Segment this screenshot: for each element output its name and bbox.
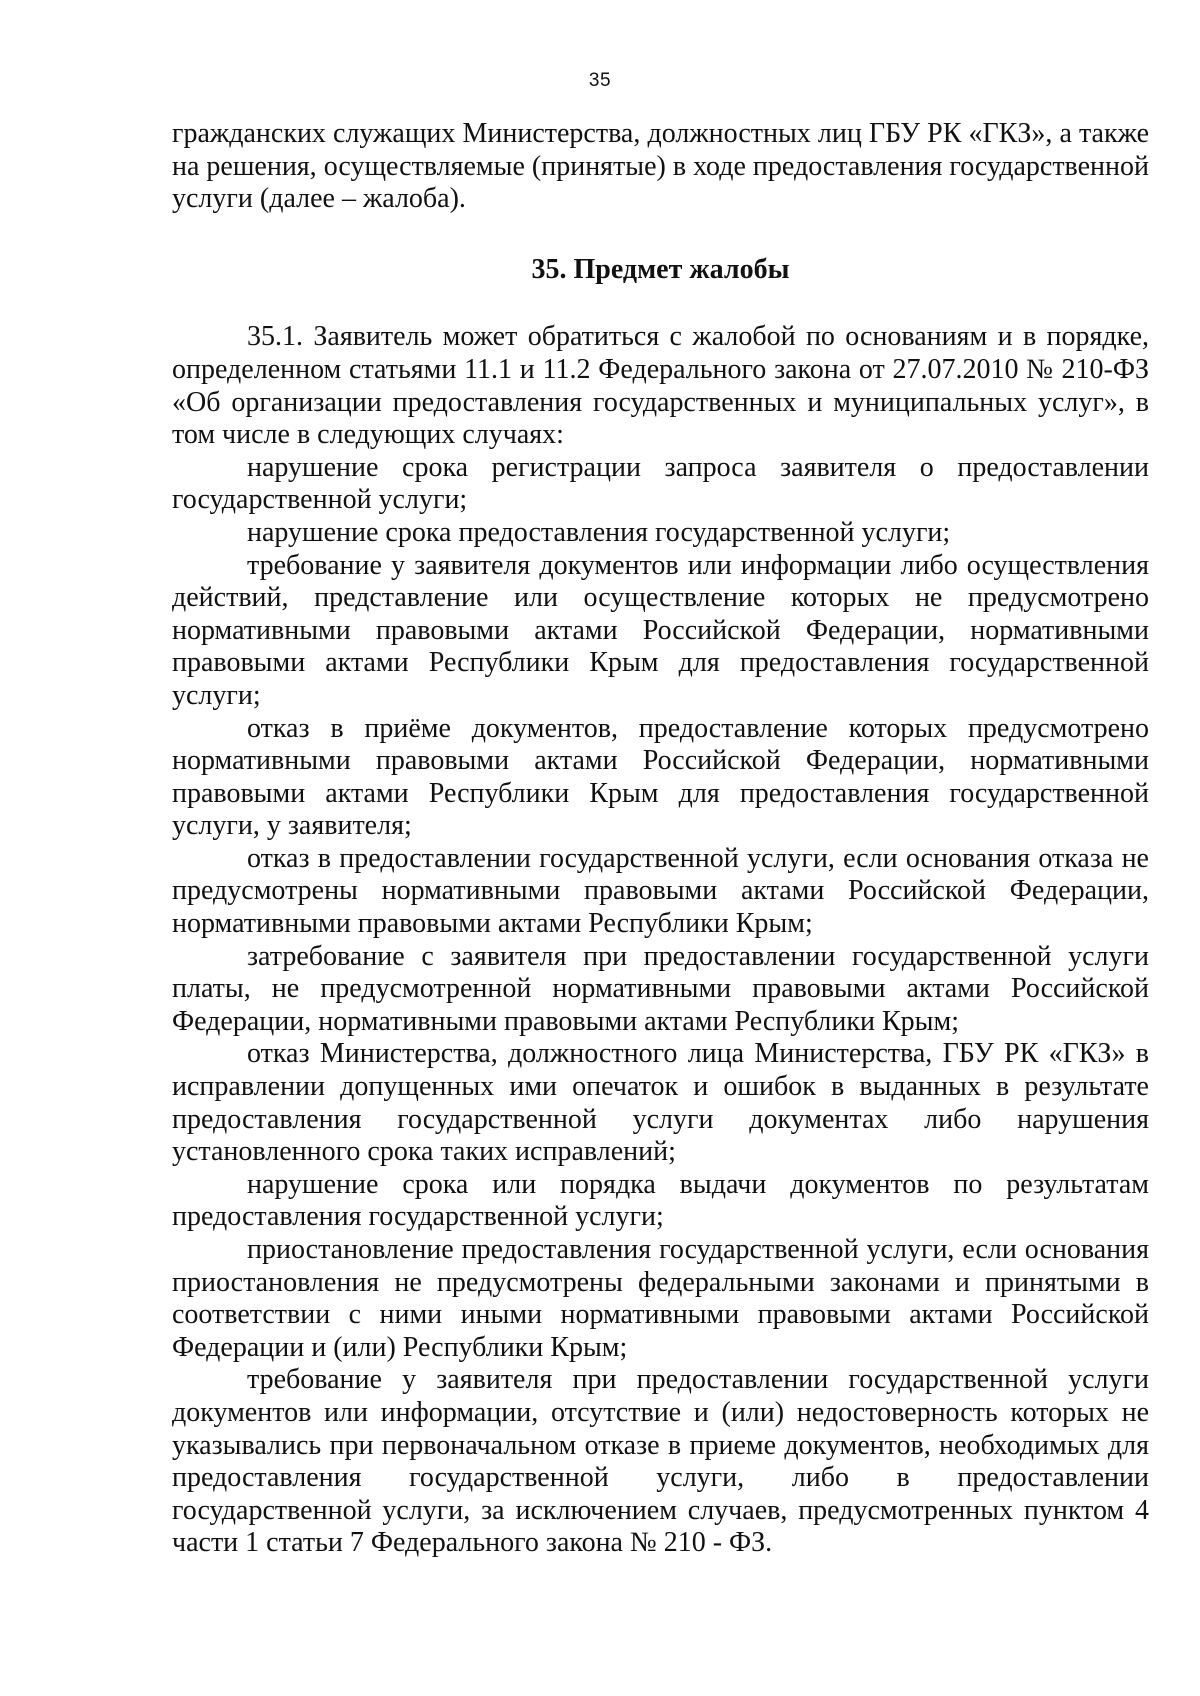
document-body (172, 118, 1149, 1560)
list-item: приостановление предоставления государственной услуги, если основания приостановления не предусмотрены федеральными законами и принятыми в соответствии с ними иными нормативными правовыми актами Российской Федерации и (или) Республики Крым; (172, 1234, 1149, 1363)
list-item: отказ в приёме документов, предоставление которых предусмотрено нормативными правовыми актами Российской Федерации, нормативными правовыми актами Республики Крым для предоставления государственной услуги, у заявителя; (172, 712, 1149, 842)
list-item: требование у заявителя при предоставлении государственной услуги документов или информации, отсутствие и (или) недостоверность которых не указывались при первоначальном отказе в приеме документов, необходимых для предоставления государственной услуги, либо в предоставлении государственной услуги, за исключением случаев, предусмотренных пунктом 4 части 1 статьи 7 Федерального закона № 210 - ФЗ. (172, 1364, 1149, 1559)
list-item: нарушение срока регистрации запроса заявителя о предоставлении государственной услуги; (172, 451, 1149, 516)
paragraph-35-1: 35.1. Заявитель может обратиться с жалобой по основаниям и в порядке, определенном статьями 11.1 и 11.2 Федерального закона от 27.07.2010 № 210-ФЗ «Об организации предоставления государственных и муниципальных услуг», в том числе в следующих случаях: (172, 321, 1149, 451)
list-item: нарушение срока или порядка выдачи документов по результатам предоставления государственной услуги; (172, 1168, 1149, 1233)
intro-paragraph: гражданских служащих Министерства, должностных лиц ГБУ РК «ГКЗ», а также на решения, осуществляемые (принятые) в ходе предоставления государственной услуги (далее – жалоба). (172, 118, 1149, 215)
list-item: затребование с заявителя при предоставлении государственной услуги платы, не предусмотренной нормативными правовыми актами Российской Федерации, нормативными правовыми актами Республики Крым; (172, 940, 1149, 1037)
section-heading: 35. Предмет жалобы (531, 253, 790, 285)
list-item: отказ в предоставлении государственной услуги, если основания отказа не предусмотрены нормативными правовыми актами Российской Федерации, нормативными правовыми актами Республики Крым; (172, 842, 1149, 940)
list-item: нарушение срока предоставления государственной услуги; (247, 516, 951, 548)
list-item: требование у заявителя документов или информации либо осуществления действий, представление или осуществление которых не предусмотрено нормативными правовыми актами Российской Федерации, нормативными правовыми актами Республики Крым для предоставления государственной услуги; (172, 549, 1149, 711)
list-item: отказ Министерства, должностного лица Министерства, ГБУ РК «ГКЗ» в исправлении допущенных ими опечаток и ошибок в выданных в результате предоставления государственной услуги документах либо нарушения установленного срока таких исправлений; (172, 1038, 1149, 1168)
page-number: 35 (588, 70, 612, 91)
